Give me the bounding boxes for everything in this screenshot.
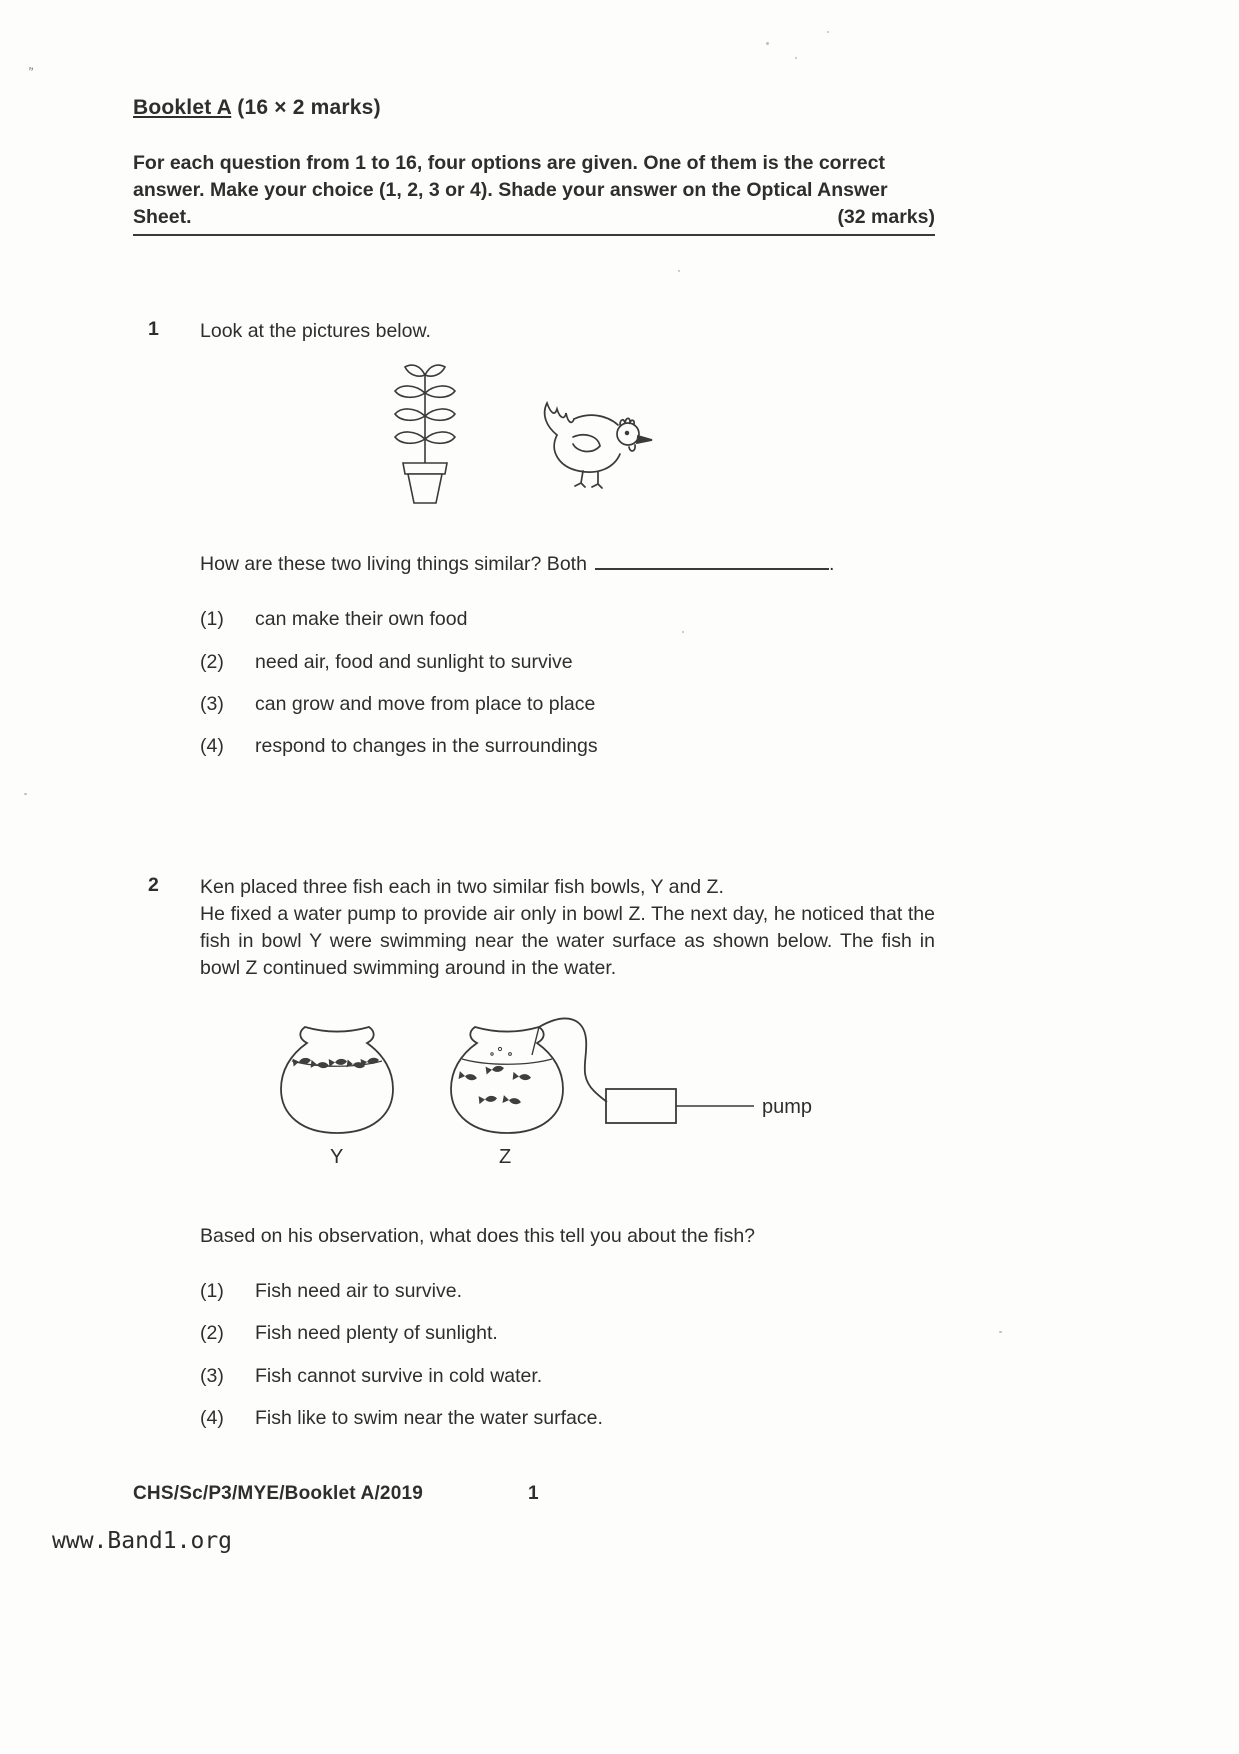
option-number: (2) [200,650,224,673]
booklet-marks: (16 × 2 marks) [231,96,381,119]
option-text: Fish need plenty of sunlight. [255,1322,498,1345]
question-1-options [200,606,935,760]
q1-option-1 [200,606,935,633]
instructions-block [133,150,935,236]
instructions-tail: Sheet. [133,205,192,228]
question-text-body: He fixed a water pump to provide air only in bowl Z. The next day, he noticed that the fish in bowl Y were swimming near the water surface as shown below. The fish in bowl Z continued swimming around in the water. [200,902,935,980]
question-1 [133,318,935,776]
option-number: (4) [200,1406,224,1429]
question-2-options [200,1278,935,1432]
q2-option-4 [200,1405,935,1432]
scan-noise [795,57,797,59]
page-title [133,96,935,120]
question-intro: Look at the pictures below. [200,319,431,342]
answer-blank [595,554,829,570]
question-number: 2 [148,873,159,896]
website-watermark: www.Band1.org [52,1528,233,1554]
q2-option-1 [200,1278,935,1305]
page-number: 1 [528,1483,539,1504]
prompt-period: . [828,553,835,576]
question-number: 1 [148,317,159,340]
option-text: can grow and move from place to place [255,692,596,715]
option-text: need air, food and sunlight to survive [255,650,573,673]
question-prompt: Based on his observation, what does this tell you about the fish? [200,1224,756,1247]
q1-option-3 [200,691,935,718]
option-number: (1) [200,1279,224,1302]
section-marks: (32 marks) [837,205,935,228]
bowl-y-label: Y [330,1145,344,1168]
scan-noise [24,793,27,795]
scan-noise [827,31,829,33]
option-text: Fish cannot survive in cold water. [255,1364,543,1387]
potted-plant-image [368,361,483,509]
bowl-z-label: Z [499,1145,512,1168]
q2-option-3 [200,1363,935,1390]
q1-option-4 [200,733,935,760]
booklet-title: Booklet A [133,96,232,119]
option-text: Fish like to swim near the water surface. [255,1406,603,1429]
scan-noise [999,1331,1002,1333]
option-text: can make their own food [255,608,468,631]
question-1-pictures [368,359,935,509]
pump-box [606,1089,676,1123]
option-number: (1) [200,608,224,631]
q2-option-2 [200,1320,935,1347]
question-prompt [200,551,935,578]
q1-option-2 [200,649,935,676]
fishbowls-pump-image [262,1013,952,1141]
scan-noise: ” [26,63,35,81]
question-2 [133,874,935,1448]
option-number: (3) [200,1364,224,1387]
option-number: (2) [200,1322,224,1345]
scan-noise [766,42,769,45]
option-text: Fish need air to survive. [255,1279,463,1302]
option-number: (4) [200,735,224,758]
option-text: respond to changes in the surroundings [255,735,598,758]
document-code: CHS/Sc/P3/MYE/Booklet A/2019 [133,1483,423,1504]
fishbowl-figure [262,1013,952,1181]
option-number: (3) [200,692,224,715]
instructions-text: For each question from 1 to 16, four options are given. One of them is the correct answer. Make your choice (1, 2, 3 or 4). Shade your answer on the Optical Answer [133,152,888,201]
question-text-line1: Ken placed three fish each in two similar fish bowls, Y and Z. [200,875,724,898]
chicken-image [535,391,657,489]
pump-label: pump [762,1095,813,1118]
prompt-text: How are these two living things similar? Both [200,553,587,576]
